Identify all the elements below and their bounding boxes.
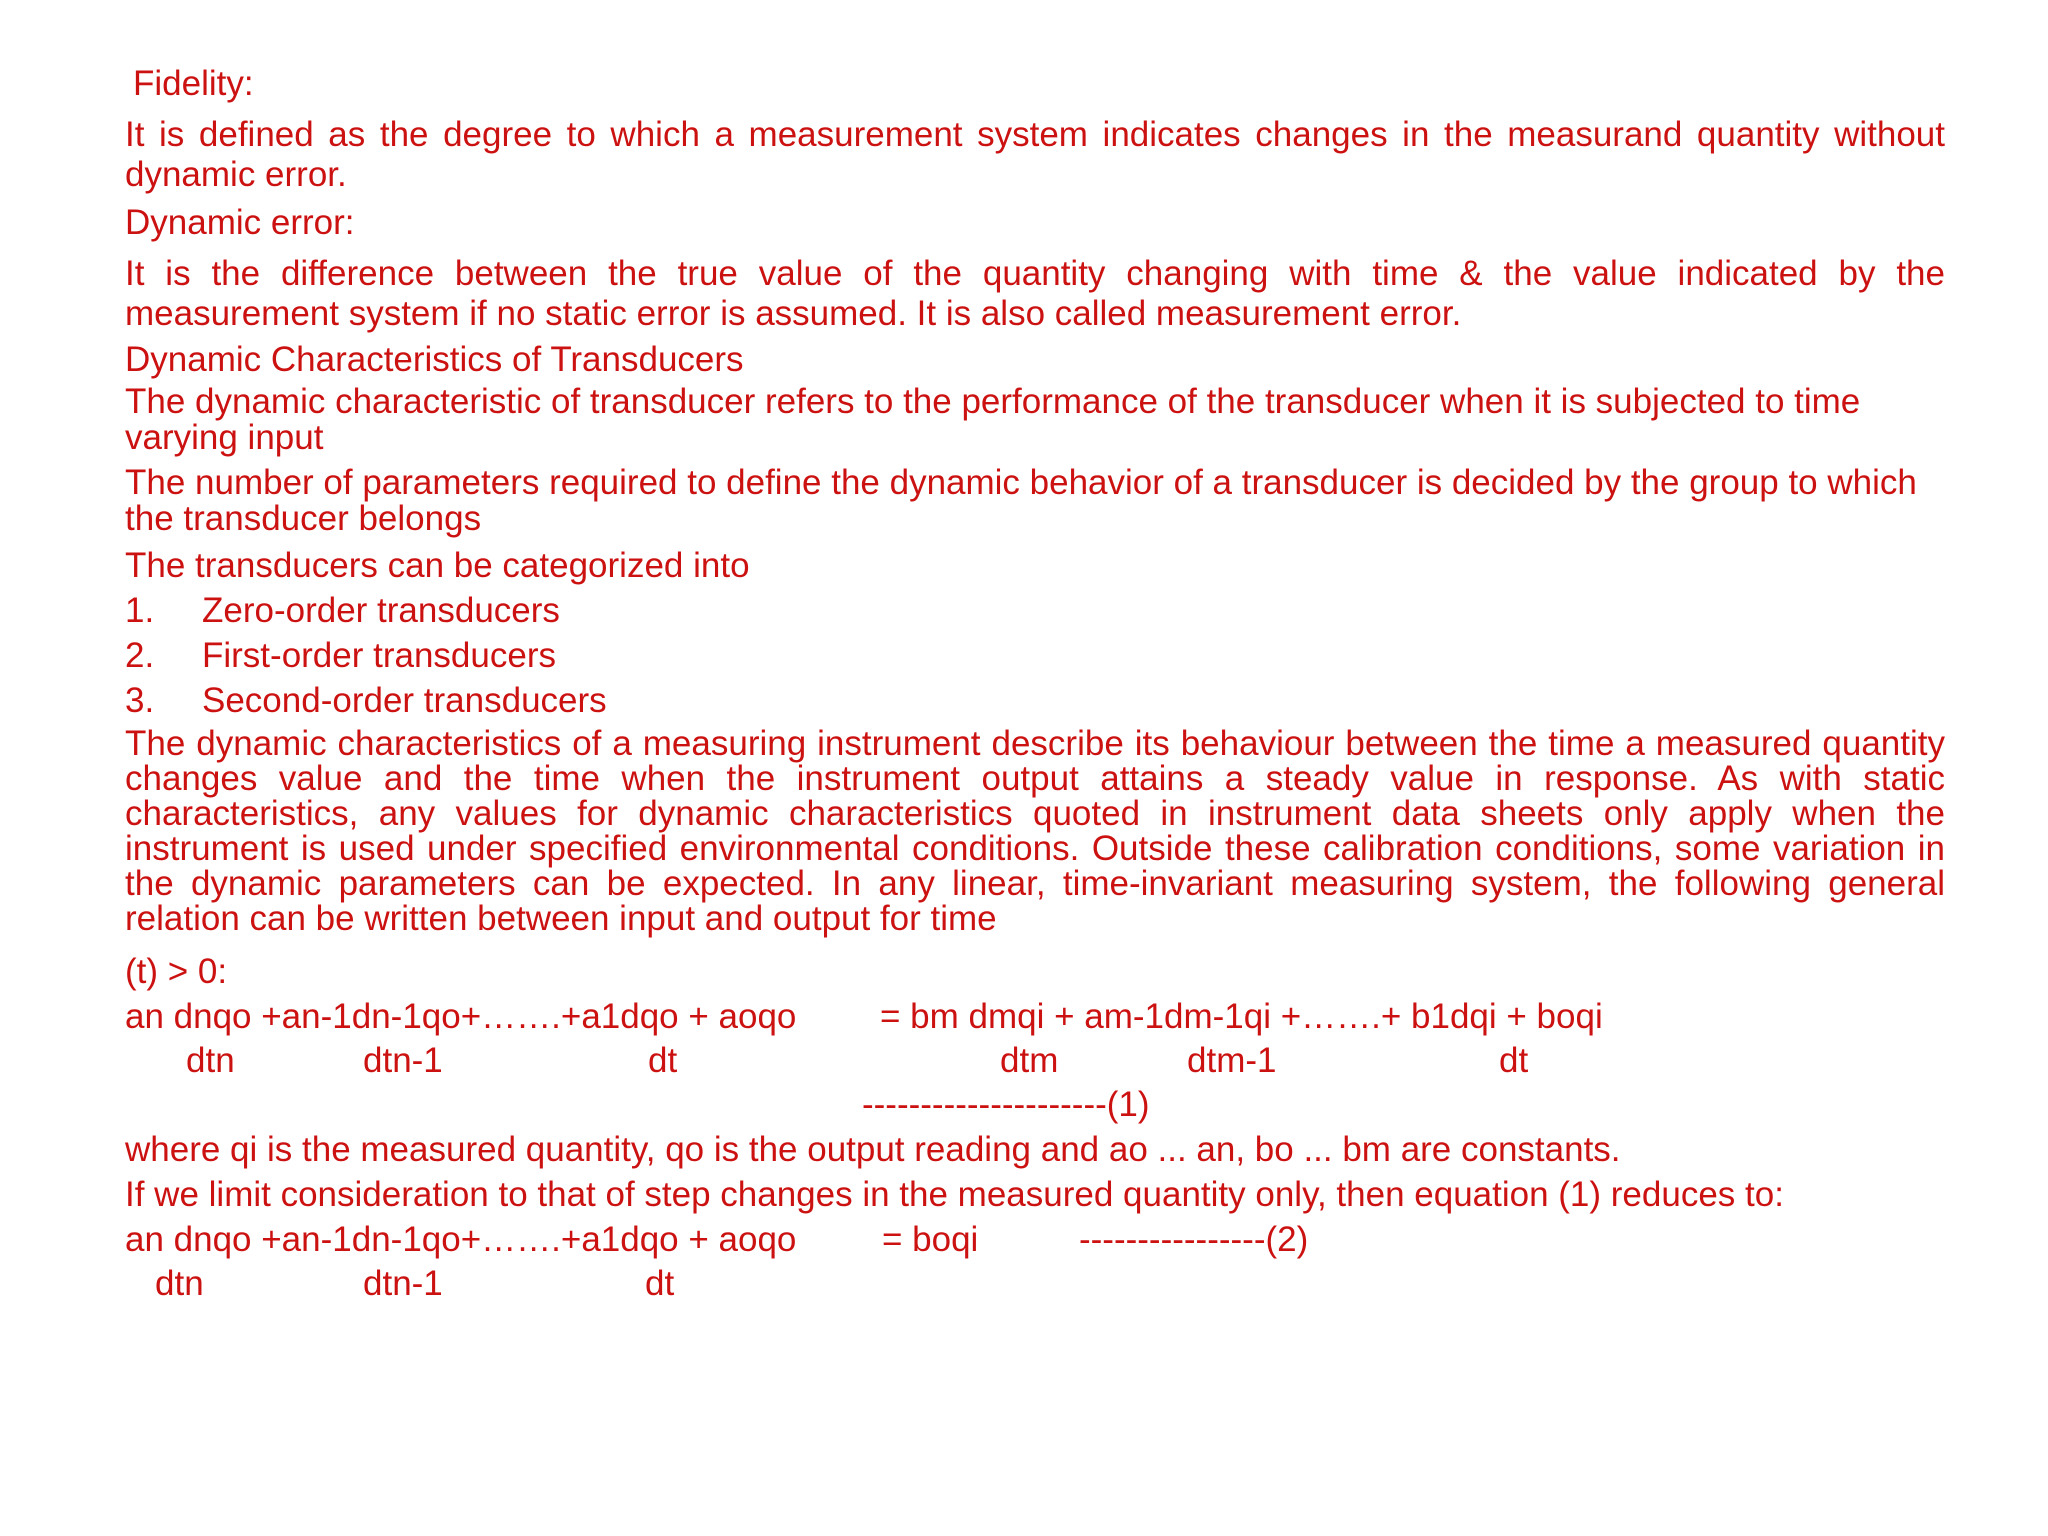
dynamic-error-definition: It is the difference between the true value of the quantity changing with time & the value indicated by the measurement system if no static error is assumed. It is also called measurement error. (125, 254, 1945, 333)
list-item-first-order: First-order transducers (202, 636, 556, 675)
eq1-lhs: an dnqo +an-1dn-1qo+…….+a1dqo + aoqo (125, 997, 797, 1036)
list-number-2: 2. (125, 636, 155, 675)
eq1-denominator-dtm-1: dtm-1 (1187, 1041, 1277, 1080)
eq2-denominator-dtn-1: dtn-1 (363, 1264, 443, 1303)
para-step-changes: If we limit consideration to that of step changes in the measured quantity only, then equation (1) reduces to: (125, 1175, 1784, 1214)
heading-dynamic-characteristics: Dynamic Characteristics of Transducers (125, 340, 744, 379)
time-condition: (t) > 0: (125, 952, 228, 991)
eq2-denominator-dtn: dtn (155, 1264, 204, 1303)
eq2-rhs: = boqi (882, 1220, 979, 1259)
eq1-label: ---------------------(1) (862, 1085, 1150, 1124)
eq2-lhs: an dnqo +an-1dn-1qo+…….+a1dqo + aoqo (125, 1220, 797, 1259)
eq1-rhs: = bm dmqi + am-1dm-1qi +…….+ b1dqi + boqi (880, 997, 1603, 1036)
list-number-3: 3. (125, 681, 155, 720)
para-instrument-behaviour: The dynamic characteristics of a measuring instrument describe its behaviour between the time a measured quantity changes value and the time when the instrument output attains a steady value in response. As with static characteristics, any values for dynamic characteristics quoted in instrument data sheets only apply when the instrument is used under specified environmental conditions. Outside these calibration conditions, some variation in the dynamic parameters can be expected. In any linear, time-invariant measuring system, the following general relation can be written between input and output for time (125, 724, 1945, 938)
para-parameters: The number of parameters required to define the dynamic behavior of a transducer is decided by the group to which the transducer belongs (125, 463, 1917, 538)
para-where: where qi is the measured quantity, qo is the output reading and ao ... an, bo ... bm are constants. (125, 1130, 1621, 1169)
eq1-denominator-dtn-1: dtn-1 (363, 1041, 443, 1080)
para-dynamic-characteristic: The dynamic characteristic of transducer refers to the performance of the transducer when it is subjected to time varying input (125, 382, 1861, 457)
list-number-1: 1. (125, 591, 155, 630)
fidelity-definition: It is defined as the degree to which a measurement system indicates changes in the measurand quantity without dynamic error. (125, 115, 1945, 194)
eq1-denominator-dt: dt (648, 1041, 678, 1080)
heading-fidelity: Fidelity: (133, 64, 254, 103)
eq2-label: ----------------(2) (1079, 1220, 1309, 1259)
eq1-denominator-dtn: dtn (186, 1041, 235, 1080)
eq2-denominator-dt: dt (645, 1264, 675, 1303)
para-categorized: The transducers can be categorized into (125, 546, 750, 585)
list-item-second-order: Second-order transducers (202, 681, 607, 720)
eq1-denominator-dt-2: dt (1499, 1041, 1529, 1080)
eq1-denominator-dtm: dtm (1000, 1041, 1059, 1080)
heading-dynamic-error: Dynamic error: (125, 203, 355, 242)
list-item-zero-order: Zero-order transducers (202, 591, 560, 630)
